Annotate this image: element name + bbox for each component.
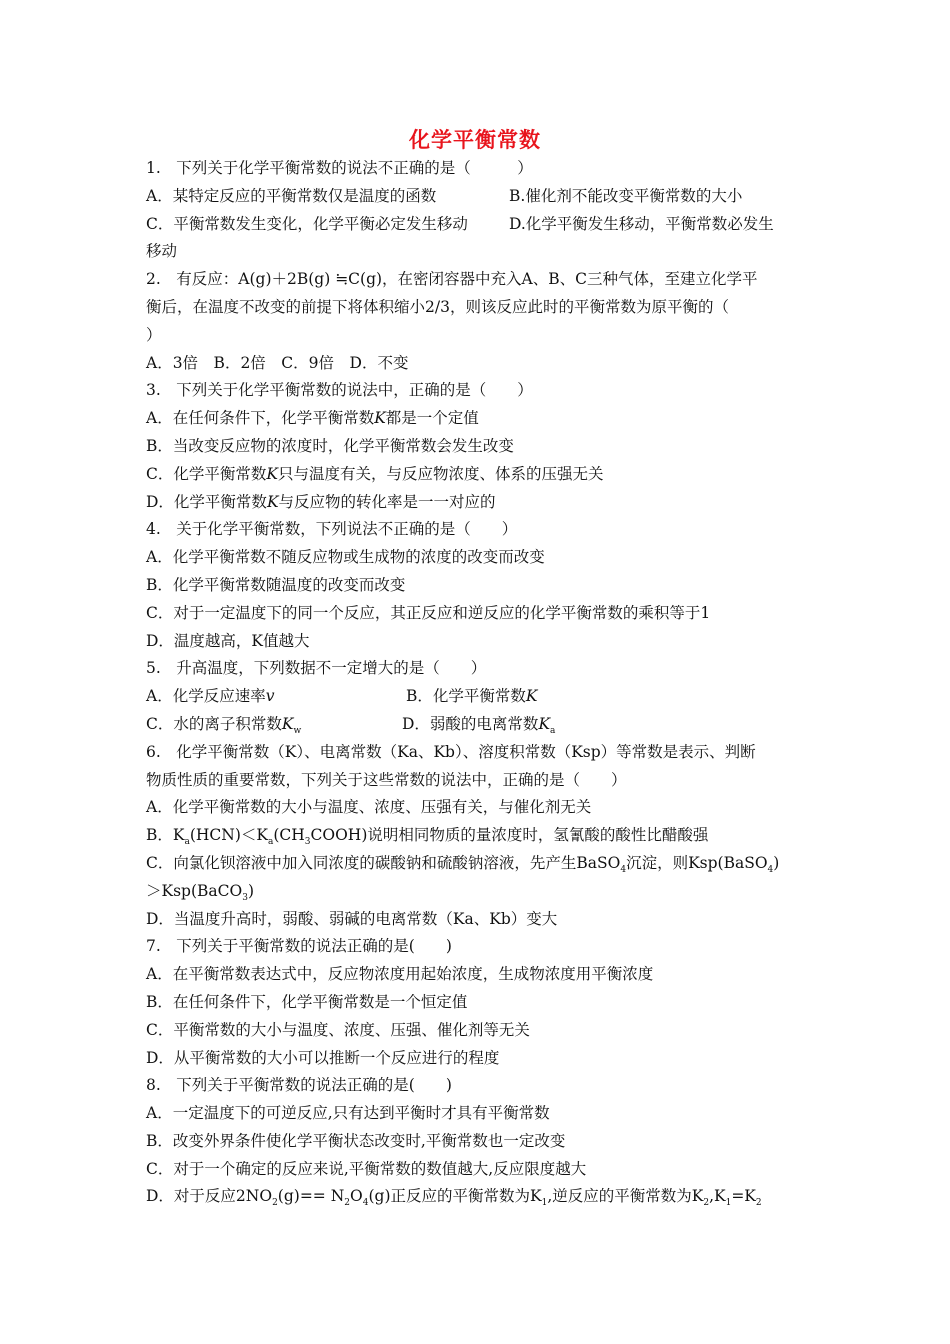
- question-3-option-a: A．在任何条件下，化学平衡常数K都是一个定值: [146, 409, 479, 428]
- question-3-option-d: D．化学平衡常数K与反应物的转化率是一一对应的: [146, 492, 496, 511]
- question-4-option-a: A．化学平衡常数不随反应物或生成物的浓度的改变而改变: [146, 548, 545, 567]
- question-7-option-a: A．在平衡常数表达式中，反应物浓度用起始浓度，生成物浓度用平衡浓度: [146, 965, 654, 984]
- question-3-option-c: C．化学平衡常数K只与温度有关，与反应物浓度、体系的压强无关: [146, 464, 604, 483]
- question-6-option-a: A．化学平衡常数的大小与温度、浓度、压强有关，与催化剂无关: [146, 798, 592, 817]
- question-6-option-c: C．向氯化钡溶液中加入同浓度的碳酸钠和硫酸钠溶液，先产生BaSO$_4$沉淀，则Ksp(BaSO$_4$): [146, 853, 780, 876]
- question-2-stem-line-1: 2. 有反应：A(g)＋2B(g) ≒C(g)，在密闭容器中充入A、B、C三种气体，至建立化学平: [146, 270, 758, 289]
- question-5-options-row-2: [146, 711, 806, 739]
- question-7-option-d: D．从平衡常数的大小可以推断一个反应进行的程度: [146, 1048, 500, 1067]
- question-1-stem: 1. 下列关于化学平衡常数的说法不正确的是（ ）: [146, 159, 533, 177]
- question-list: [146, 155, 806, 1211]
- question-5-options-row-1: [146, 683, 806, 711]
- question-5-option-a: A．化学反应速率v: [146, 687, 275, 706]
- question-2-stem-line-3: ）: [146, 325, 162, 344]
- question-1-option-d: D.化学平衡发生移动，平衡常数必发生: [509, 214, 774, 233]
- page-title: 化学平衡常数: [409, 128, 541, 152]
- question-4-option-c: C．对于一定温度下的同一个反应，其正反应和逆反应的化学平衡常数的乘积等于1: [146, 603, 711, 622]
- question-4-option-b: B．化学平衡常数随温度的改变而改变: [146, 575, 406, 594]
- question-7-option-c: C．平衡常数的大小与温度、浓度、压强、催化剂等无关: [146, 1020, 530, 1039]
- question-8-option-b: B．改变外界条件使化学平衡状态改变时,平衡常数也一定改变: [146, 1131, 566, 1150]
- question-5-option-b: B．化学平衡常数K: [406, 687, 538, 706]
- question-3-option-b: B．当改变反应物的浓度时，化学平衡常数会发生改变: [146, 436, 514, 455]
- question-5-option-c: C．水的离子积常数$K_w$: [146, 714, 302, 737]
- question-6-option-c-continued: ＞Ksp(BaCO$_3$): [146, 881, 254, 903]
- question-5-stem: 5. 升高温度，下列数据不一定增大的是（ ）: [146, 659, 487, 678]
- question-6-option-d: D．当温度升高时，弱酸、弱碱的电离常数（Ka、Kb）变大: [146, 909, 558, 928]
- question-1-options-row-2: [146, 211, 806, 239]
- question-1-options-row-1: [146, 183, 806, 211]
- question-7-stem: 7. 下列关于平衡常数的说法正确的是( ): [146, 937, 452, 956]
- question-7-option-b: B．在任何条件下，化学平衡常数是一个恒定值: [146, 992, 468, 1011]
- question-8-option-c: C．对于一个确定的反应来说,平衡常数的数值越大,反应限度越大: [146, 1159, 587, 1178]
- question-1-option-d-continued: 移动: [146, 242, 178, 261]
- question-8-option-d: D．对于反应$2NO_2(g)== N_2O_4(g)$正反应的平衡常数为$K_1$,逆反应的平衡常数为$K_2,K_1=K_2$: [146, 1187, 762, 1209]
- question-3-stem: 3. 下列关于化学平衡常数的说法中，正确的是（ ）: [146, 381, 533, 400]
- question-1-option-b: B.催化剂不能改变平衡常数的大小: [509, 186, 743, 205]
- question-1-option-a: A．某特定反应的平衡常数仅是温度的函数: [146, 186, 437, 205]
- question-8-stem: 8. 下列关于平衡常数的说法正确的是( ): [146, 1076, 452, 1095]
- question-5-option-d: D．弱酸的电离常数$K_a$: [402, 714, 556, 737]
- question-8-option-a: A．一定温度下的可逆反应,只有达到平衡时才具有平衡常数: [146, 1104, 550, 1123]
- question-1-option-c: C．平衡常数发生变化，化学平衡必定发生移动: [146, 214, 468, 233]
- question-4-option-d: D．温度越高，K值越大: [146, 631, 310, 650]
- question-4-stem: 4. 关于化学平衡常数，下列说法不正确的是（ ）: [146, 520, 518, 539]
- question-2-options: A．3倍 B．2倍 C．9倍 D．不变: [146, 353, 409, 372]
- question-6-stem-line-1: 6. 化学平衡常数（K）、电离常数（Ka、Kb）、溶度积常数（Ksp）等常数是表示、判断: [146, 742, 756, 761]
- question-2-stem-line-2: 衡后，在温度不改变的前提下将体积缩小2/3，则该反应此时的平衡常数为原平衡的（: [146, 297, 729, 316]
- question-6-stem-line-2: 物质性质的重要常数，下列关于这些常数的说法中，正确的是（ ）: [146, 770, 627, 789]
- question-6-option-b: B．$K_a(HCN)<K_a(CH_3COOH)$说明相同物质的量浓度时，氢氰酸的酸性比醋酸强: [146, 826, 709, 848]
